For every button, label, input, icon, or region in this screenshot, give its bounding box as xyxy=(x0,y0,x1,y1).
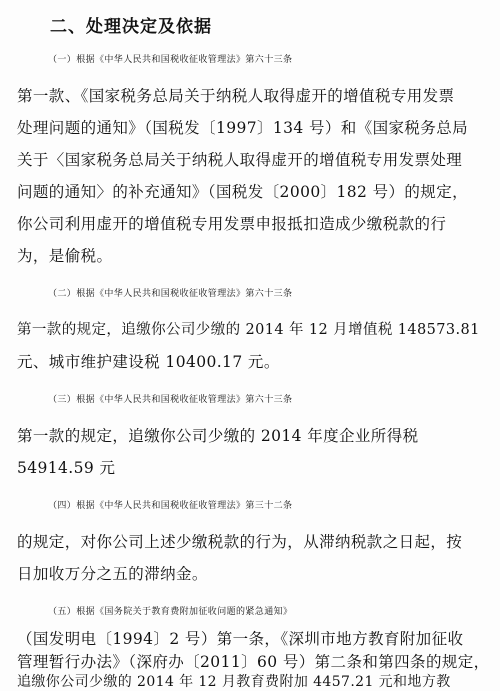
paragraph-5-line-1: （五）根据《国务院关于教育费附加征收问题的紧急通知》 xyxy=(48,607,293,617)
paragraph-4-line-2: 的规定，对你公司上述少缴税款的行为，从滞纳税款之日起，按 xyxy=(17,533,463,551)
paragraph-2-line-3: 元、城市维护建设税 10400.17 元。 xyxy=(17,353,280,371)
paragraph-3-line-2: 第一款的规定，追缴你公司少缴的 2014 年度企业所得税 xyxy=(17,427,419,445)
section-heading: 二、处理决定及依据 xyxy=(50,17,212,37)
paragraph-5-line-4: 追缴你公司少缴的 2014 年 12 月教育费附加 4457.21 元和地方教 xyxy=(17,674,451,690)
paragraph-1-line-7: 为，是偷税。 xyxy=(17,247,113,265)
paragraph-1-line-2: 第一款、《国家税务总局关于纳税人取得虚开的增值税专用发票 xyxy=(17,87,455,105)
paragraph-1-line-6: 你公司利用虚开的增值税专用发票申报抵扣造成少缴税款的行 xyxy=(17,215,447,233)
paragraph-4-line-1: （四）根据《中华人民共和国税收征收管理法》第三十二条 xyxy=(48,501,293,511)
paragraph-4-line-3: 日加收万分之五的滞纳金。 xyxy=(17,565,208,583)
paragraph-2-line-1: （二）根据《中华人民共和国税收征收管理法》第六十三条 xyxy=(48,289,293,299)
paragraph-1-line-4: 关于〈国家税务总局关于纳税人取得虚开的增值税专用发票处理 xyxy=(17,151,463,169)
paragraph-3-line-1: （三）根据《中华人民共和国税收征收管理法》第六十三条 xyxy=(48,395,293,405)
paragraph-3-line-3: 54914.59 元 xyxy=(17,459,116,477)
paragraph-5-line-2: （国发明电〔1994〕2 号）第一条，《深圳市地方教育附加征收 xyxy=(17,630,464,648)
paragraph-1-line-5: 问题的通知〉的补充通知》（国税发〔2000〕182 号）的规定， xyxy=(17,183,469,201)
paragraph-1-line-1: （一）根据《中华人民共和国税收征收管理法》第六十三条 xyxy=(48,55,293,65)
paragraph-2-line-2: 第一款的规定，追缴你公司少缴的 2014 年 12 月增值税 148573.81 xyxy=(17,322,480,338)
paragraph-5-line-3: 管理暂行办法》（深府办〔2011〕60 号）第二条和第四条的规定， xyxy=(17,653,490,671)
paragraph-1-line-3: 处理问题的通知》（国税发〔1997〕134 号）和《国家税务总局 xyxy=(17,119,469,137)
